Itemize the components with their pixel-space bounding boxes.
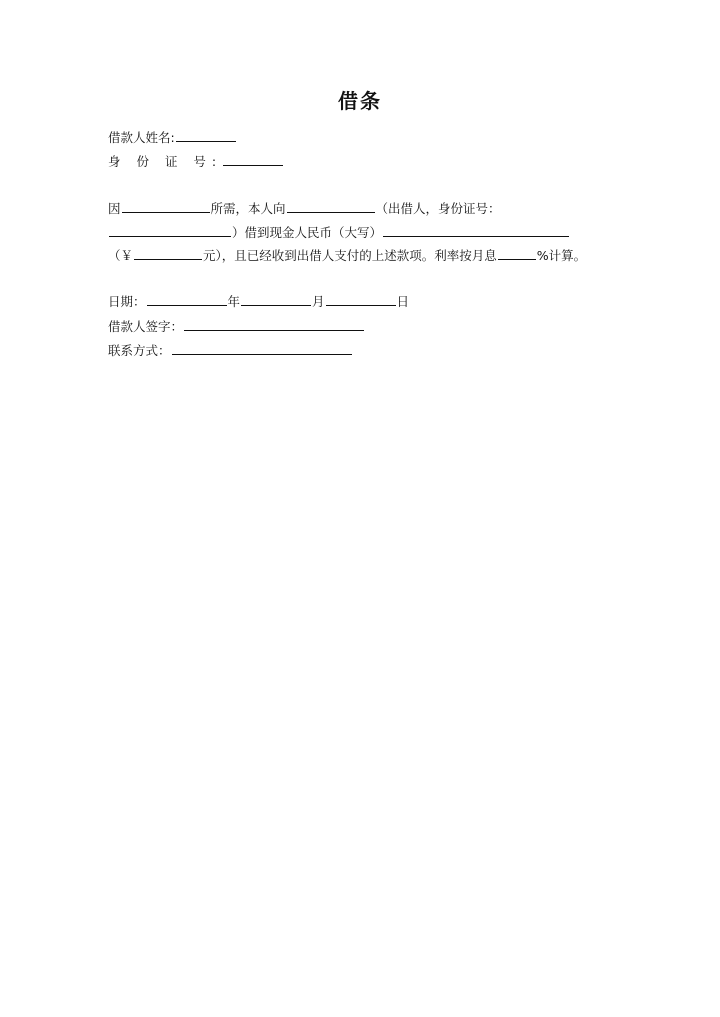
- id-number-line: [108, 152, 284, 172]
- date-line: [108, 292, 409, 312]
- text-received: 元），且已经收到出借人支付的上述款项。利率按月息: [203, 248, 497, 263]
- interest-rate-blank[interactable]: [498, 247, 536, 260]
- text-because: 因: [108, 201, 121, 216]
- borrower-name-line: [108, 128, 237, 148]
- paragraph-line-1: [108, 199, 501, 219]
- signature-label: 借款人签字：: [108, 319, 184, 334]
- amount-number-blank[interactable]: [134, 247, 202, 260]
- text-lender-id-open: （出借人，身份证号：: [375, 201, 501, 216]
- day-blank[interactable]: [326, 293, 396, 306]
- date-label: 日期：: [108, 294, 146, 309]
- contact-blank[interactable]: [172, 342, 352, 355]
- purpose-blank[interactable]: [122, 200, 210, 213]
- month-label: 月: [312, 294, 325, 309]
- text-needed-to: 所需，本人向: [210, 201, 286, 216]
- borrower-name-blank[interactable]: [176, 129, 236, 142]
- day-label: 日: [396, 294, 410, 309]
- id-number-label: 身 份 证 号:: [108, 154, 223, 169]
- paragraph-line-3: [108, 246, 586, 266]
- text-interest-tail: %计算。: [536, 248, 587, 263]
- year-label: 年: [227, 294, 241, 309]
- lender-name-blank[interactable]: [287, 200, 375, 213]
- amount-upper-blank[interactable]: [383, 224, 569, 237]
- signature-blank[interactable]: [184, 318, 364, 331]
- month-blank[interactable]: [241, 293, 311, 306]
- lender-id-blank[interactable]: [109, 224, 231, 237]
- id-number-blank[interactable]: [223, 153, 283, 166]
- year-blank[interactable]: [147, 293, 227, 306]
- signature-line: [108, 317, 365, 337]
- borrower-name-label: 借款人姓名:: [108, 130, 175, 145]
- contact-line: [108, 341, 353, 361]
- paragraph-line-2: [108, 223, 570, 243]
- text-yen-open: （￥: [108, 248, 134, 263]
- document-title: 借条: [338, 89, 382, 113]
- contact-label: 联系方式：: [108, 343, 171, 358]
- text-borrow-rmb-upper: ）借到现金人民币（大写）: [232, 225, 383, 240]
